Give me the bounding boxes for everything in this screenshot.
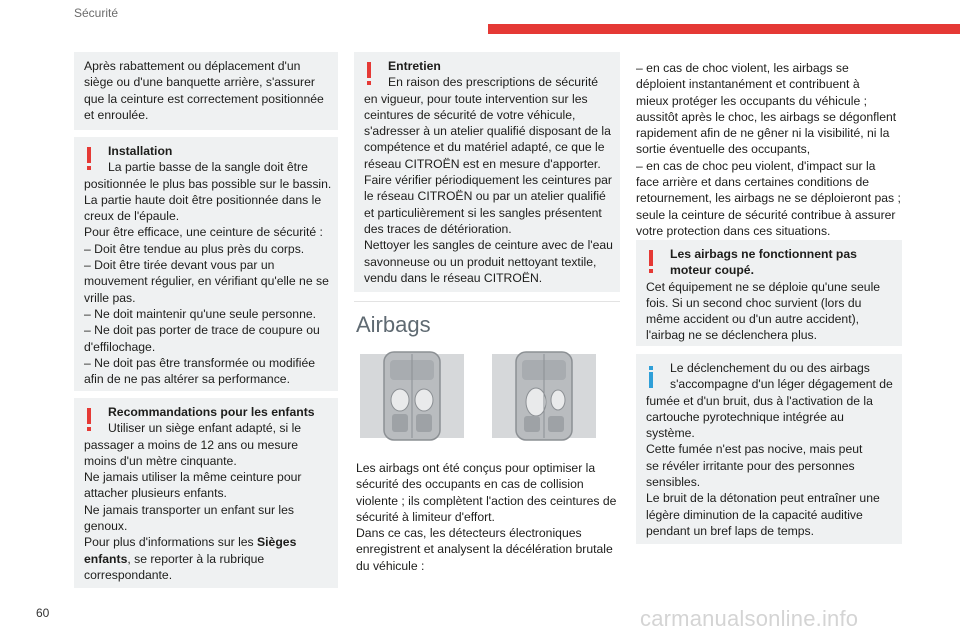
text-line: réseau CITROËN est en mesure d'apporter. <box>364 156 601 171</box>
text-line: en vigueur, pour toute intervention sur les <box>364 91 588 106</box>
text-line: – en cas de choc violent, les airbags se <box>636 61 849 75</box>
warning-title: moteur coupé. <box>670 263 754 278</box>
text-line: l'airbag ne se déclenchera plus. <box>646 328 818 343</box>
text-line: fois. Si un second choc survient (lors du <box>646 295 862 310</box>
warning-title: Les airbags ne fonctionnent pas <box>670 247 857 261</box>
warning-exclamation-icon <box>87 147 91 163</box>
cross-reference: enfants <box>84 551 128 566</box>
text-line: fumée et d'un bruit, dus à l'activation de la <box>646 393 873 408</box>
airbags-behaviour-text <box>636 60 901 239</box>
text-line: – Doit être tendue au plus près du corps. <box>84 241 305 256</box>
text-line: cartouche pyrotechnique intégrée au <box>646 409 844 424</box>
text-line: Nettoyer les sangles de ceinture avec de l'eau <box>364 238 613 253</box>
text-line: rapidement afin de ne gêner ni la visibilité, ni la <box>636 126 890 141</box>
text-line: – en cas de choc peu violent, d'impact sur la <box>636 158 876 173</box>
text-line: se révéler irritante pour des personnes <box>646 458 855 473</box>
text-line: – Doit être tirée devant vous par un <box>84 258 275 273</box>
text-line: Dans ce cas, les détecteurs électroniques <box>356 526 582 541</box>
text-line: même accident ou d'un autre accident), <box>646 312 860 327</box>
text-line: sensibles. <box>646 475 701 490</box>
text-line: – Ne doit pas porter de trace de coupure ou <box>84 323 320 338</box>
children-warning-box <box>74 398 338 588</box>
text-line <box>84 551 328 567</box>
text-line: pendant un bref laps de temps. <box>646 523 815 538</box>
text-line: Pour être efficace, une ceinture de sécurité : <box>84 225 323 240</box>
text-line: correspondante. <box>84 567 173 582</box>
text-line: La partie haute doit être positionnée dans le <box>84 192 322 207</box>
info-icon <box>649 372 653 388</box>
page-number: 60 <box>36 606 50 620</box>
maintenance-warning-box <box>354 52 620 292</box>
text-line: Cet équipement ne se déploie qu'une seule <box>646 279 881 294</box>
text-line: Le bruit de la détonation peut entraîner une <box>646 491 880 506</box>
text-line: sécurité des occupants en cas de collision <box>356 477 584 492</box>
section-title: Airbags <box>356 312 431 337</box>
airbag-illustration-front <box>356 350 468 442</box>
text-line: que la ceinture est correctement positionnée <box>84 91 324 106</box>
text-line: vrille pas. <box>84 290 136 305</box>
text-line: s'adresser à un atelier qualifié disposant de la <box>364 124 611 139</box>
header-accent-bar <box>488 24 960 34</box>
text-line: moins d'un mètre cinquante. <box>84 453 237 468</box>
text-part: Pour plus d'informations sur les <box>84 535 254 550</box>
running-header: Sécurité <box>74 6 119 20</box>
text-line: positionnée le plus bas possible sur le bassin. <box>84 176 332 191</box>
text-line: Cette fumée n'est pas nocive, mais peut <box>646 442 863 457</box>
text-line: sortie éventuelle des occupants, <box>636 142 811 157</box>
text-line: mieux protéger les occupants du véhicule ; <box>636 93 868 108</box>
warning-exclamation-icon <box>367 62 371 78</box>
text-part: , se reporter à la rubrique <box>127 551 265 566</box>
deployment-info-box <box>636 354 902 544</box>
text-line: enregistrent et analysent la décélération brutale <box>356 542 613 557</box>
text-line: des traces de détérioration. <box>364 221 512 236</box>
text-line: mouvement régulier, en vérifiant qu'elle ne se <box>84 274 329 289</box>
text-line: déploient instantanément et contribuent à <box>636 77 860 92</box>
warning-title: Installation <box>108 144 173 158</box>
text-line: Utiliser un siège enfant adapté, si le <box>108 421 302 436</box>
text-line: Ne jamais transporter un enfant sur les <box>84 502 294 517</box>
text-line: Après rabattement ou déplacement d'un <box>84 59 301 73</box>
text-line: sécurité à limiteur d'effort. <box>356 509 495 524</box>
warning-exclamation-icon <box>649 250 653 266</box>
text-line: et enroulée. <box>84 107 149 122</box>
text-line: face arrière et dans certaines conditions de <box>636 175 870 190</box>
text-line: système. <box>646 426 695 441</box>
text-line: d'effilochage. <box>84 339 156 354</box>
text-line: et particulièrement si les sangles présentent <box>364 205 602 220</box>
cross-reference: Sièges <box>257 535 297 550</box>
text-line: seule la ceinture de sécurité contribue à assurer <box>636 207 896 222</box>
engine-off-warning-box <box>636 240 902 346</box>
text-line: compétence et du matériel adapté, ce que le <box>364 140 605 155</box>
text-line: aussitôt après le choc, les airbags se dégonflent <box>636 109 897 124</box>
text-line: – Ne doit pas être transformée ou modifiée <box>84 355 316 370</box>
text-line: genoux. <box>84 519 128 534</box>
watermark-text: carmanualsonline.info <box>640 606 859 631</box>
installation-warning-box <box>74 137 338 391</box>
seat-fold-note <box>74 52 338 130</box>
text-line: retournement, les airbags ne se déploieront pas ; <box>636 191 901 206</box>
warning-title: Recommandations pour les enfants <box>108 405 315 419</box>
airbags-intro-text <box>356 460 616 574</box>
text-line: – Ne doit maintenir qu'une seule personne. <box>84 306 317 321</box>
text-line: Faire vérifier périodiquement les ceintures par <box>364 173 612 188</box>
text-line: du véhicule : <box>356 558 425 573</box>
warning-exclamation-icon <box>87 408 91 424</box>
text-line: La partie basse de la sangle doit être <box>108 160 308 175</box>
text-line: Le déclenchement du ou des airbags <box>670 361 870 375</box>
text-line: s'accompagne d'un léger dégagement de <box>670 377 893 392</box>
text-line: creux de l'épaule. <box>84 209 180 224</box>
text-line: vendu dans le réseau CITROËN. <box>364 270 543 285</box>
text-line: Ne jamais utiliser la même ceinture pour <box>84 470 302 485</box>
text-line: siège ou d'une banquette arrière, s'assurer <box>84 75 315 90</box>
text-line: attacher plusieurs enfants. <box>84 486 227 501</box>
text-line: ceintures de sécurité de votre véhicule, <box>364 107 576 122</box>
text-line <box>84 534 328 550</box>
text-line: afin de ne pas altérer sa performance. <box>84 372 290 387</box>
text-line: légère diminution de la capacité auditive <box>646 507 863 522</box>
text-line: le réseau CITROËN ou par un atelier qualifié <box>364 189 606 204</box>
airbag-illustration-side <box>488 350 600 442</box>
text-line: votre protection dans ces situations. <box>636 223 831 238</box>
text-line: violente ; ils complètent l'action des ceintures de <box>356 493 617 508</box>
text-line: passager a moins de 12 ans ou mesure <box>84 437 299 452</box>
warning-title: Entretien <box>388 59 441 73</box>
text-line: En raison des prescriptions de sécurité <box>388 75 599 90</box>
text-line: savonneuse ou un produit nettoyant textile, <box>364 254 597 269</box>
section-divider <box>354 301 620 302</box>
text-line: Les airbags ont été conçus pour optimiser la <box>356 461 596 475</box>
